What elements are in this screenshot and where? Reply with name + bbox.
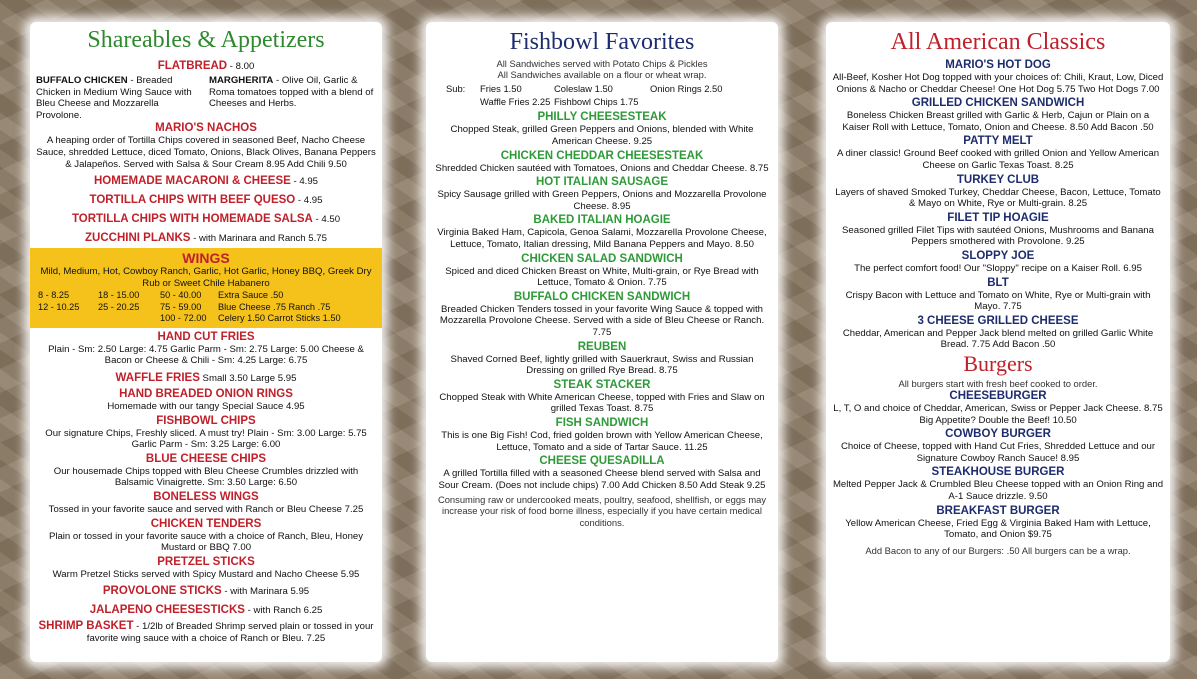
burgers-title: Burgers [963, 350, 1033, 376]
item-name: HOMEMADE MACARONI & CHEESE [94, 175, 291, 188]
item-desc: Chopped Steak, grilled Green Peppers and Onions, blended with White American Cheese. 9.25 [450, 124, 754, 147]
item-desc: Virginia Baked Ham, Capicola, Genoa Salami, Mozzarella Provolone Cheese, Lettuce, Tomato, Italian dressing, Mild Banana Peppers and Mayo. 8.50 [437, 227, 767, 250]
item-desc: - Breaded Chicken in Medium Wing Sauce with Bleu Cheese and Mozzarella Provolone. [36, 75, 192, 121]
menu-item [832, 211, 1164, 248]
sub-option: Onion Rings 2.50 [650, 83, 723, 95]
item-desc: Mild, Medium, Hot, Cowboy Ranch, Garlic, Hot Garlic, Honey BBQ, Greek Dry Rub or Sweet Chile Habanero [40, 266, 372, 289]
classics-list [832, 58, 1164, 351]
menu-item [432, 454, 772, 491]
item-name: CHICKEN SALAD SANDWICH [521, 252, 683, 265]
item-name: FLATBREAD [157, 60, 228, 72]
sub-label: Sub: [446, 83, 466, 95]
menu-item-salsa [36, 209, 376, 227]
item-name: MARIO'S HOT DOG [945, 59, 1051, 71]
menu-item [832, 134, 1164, 171]
item-desc: Seasoned grilled Filet Tips with sautéed Onions, Mushrooms and Banana Peppers smothered with Provolone. 9.25 [842, 224, 1154, 248]
menu-item-fries [36, 330, 376, 367]
wing-price: 100 - 72.00 [160, 313, 207, 324]
menu-item [432, 416, 772, 453]
menu-item [832, 276, 1164, 313]
burgers-footer: Add Bacon to any of our Burgers: .50 All burgers can be a wrap. [865, 544, 1131, 556]
item-desc: Our signature Chips, Freshly sliced. A must try! Plain - Sm: 3.00 Large: 5.75 Garlic Parm - Sm: 3.25 Large: 6.00 [45, 427, 367, 451]
item-desc: A grilled Tortilla filled with a seasoned Cheese blend served with Salsa and Sour Cream. (Does not include chips) 7.00 Add Chicken 8.50 Add Steak 9.25 [438, 468, 766, 491]
wings-price-grid [38, 290, 374, 325]
item-desc: Plain or tossed in your favorite sauce with a choice of Ranch, Bleu, Honey Mustard or BBQ 7.00 [48, 530, 364, 554]
item-name: STEAK STACKER [553, 378, 651, 391]
item-name: FISH SANDWICH [555, 416, 649, 429]
burgers-list [832, 389, 1164, 541]
item-desc: Boneless Chicken Breast grilled with Garlic & Herb, Cajun or Plain on a Kaiser Roll with Lettuce, Tomato, Onion and Cheese. 8.50 Add Bacon .50 [842, 110, 1154, 133]
menu-item-flatbread [36, 56, 376, 74]
item-name: TURKEY CLUB [956, 173, 1040, 186]
item-desc: Spiced and diced Chicken Breast on White, Multi-grain, or Rye Bread with Lettuce, Tomato & Onion. 7.75 [445, 265, 759, 289]
appetizers-panel [30, 22, 382, 662]
menu-item-mac [36, 171, 376, 189]
item-name: FILET TIP HOAGIE [947, 211, 1049, 224]
item-desc: Choice of Cheese, topped with Hand Cut Fries, Shredded Lettuce and our Signature Cowboy Ranch Sauce! 8.95 [840, 441, 1156, 464]
wing-extra: Blue Cheese .75 Ranch .75 [218, 301, 331, 312]
item-price: - with Marinara and Ranch 5.75 [190, 233, 327, 245]
item-name: STEAKHOUSE BURGER [931, 466, 1065, 479]
menu-item [432, 340, 772, 377]
item-price: - 4.95 [295, 195, 323, 207]
flatbread-options [36, 75, 376, 121]
item-name: PROVOLONE STICKS [102, 585, 222, 598]
item-name: CHEESE QUESADILLA [539, 455, 665, 468]
menu-item [432, 213, 772, 250]
item-desc: - Olive Oil, Garlic & Roma tomatoes topped with a blend of Cheeses and Herbs. [209, 75, 374, 110]
item-name: 3 CHEESE GRILLED CHEESE [917, 314, 1079, 327]
item-name: BUFFALO CHICKEN [36, 75, 128, 86]
item-name: MARGHERITA [209, 75, 274, 86]
item-name: BREAKFAST BURGER [936, 504, 1060, 517]
item-name: TORTILLA CHIPS WITH BEEF QUESO [89, 194, 296, 207]
menu-item [432, 175, 772, 212]
menu-item [832, 58, 1164, 95]
item-name: BONELESS WINGS [153, 491, 259, 503]
sub-option: Fries 1.50 [480, 83, 522, 95]
menu-item-buffalo-flatbread [36, 75, 203, 121]
classics-panel [826, 22, 1170, 662]
intro-line: All Sandwiches available on a flour or wheat wrap. [497, 69, 707, 81]
menu-item [432, 149, 772, 175]
item-name: PRETZEL STICKS [157, 555, 255, 568]
wing-price: 50 - 40.00 [160, 290, 202, 301]
wing-extra: Extra Sauce .50 [218, 290, 284, 301]
food-safety-warning: Consuming raw or undercooked meats, poultry, seafood, shellfish, or eggs may increase your risk of food borne illness, especially if you have certain medical conditions. [437, 494, 767, 528]
item-desc: Chopped Steak with White American Cheese, topped with Fries and Slaw on grilled Texas Toast. 8.75 [439, 391, 765, 415]
menu-item [432, 290, 772, 339]
menu-item [832, 427, 1164, 464]
item-name: JALAPENO CHEESESTICKS [89, 604, 245, 617]
menu-item [832, 389, 1164, 426]
menu-item [832, 96, 1164, 133]
item-name: COWBOY BURGER [945, 428, 1051, 441]
item-desc: Our housemade Chips topped with Bleu Cheese Crumbles drizzled with Balsamic Vinaigrette. Sm: 3.50 Large: 6.50 [53, 465, 359, 489]
item-desc: Spicy Sausage grilled with Green Peppers, Onions and Mozzarella Provolone Cheese. 8.95 [437, 189, 767, 212]
menu-item-nachos [36, 121, 376, 170]
item-price: - 4.50 [312, 214, 341, 226]
menu-item-zucchini [36, 228, 376, 246]
item-name: SLOPPY JOE [961, 249, 1035, 262]
item-desc: Shredded Chicken sautéed with Tomatoes, Onions and Cheddar Cheese. 8.75 [435, 162, 769, 174]
menu-item-jalapeno-cheesesticks [36, 600, 376, 618]
sub-option: Waffle Fries 2.25 [480, 96, 551, 108]
menu-item [432, 378, 772, 415]
item-price: - with Marinara 5.95 [221, 586, 310, 598]
intro-line: All Sandwiches served with Potato Chips & Pickles [496, 58, 708, 69]
item-desc: Plain - Sm: 2.50 Large: 4.75 Garlic Parm - Sm: 2.75 Large: 5.00 Cheese & Bacon or Cheese & Chili - Sm: 4.25 Large: 6.75 [48, 343, 364, 367]
menu-item-provolone-sticks [36, 581, 376, 599]
item-desc: Crispy Bacon with Lettuce and Tomato on White, Rye or Multi-grain with Mayo. 7.75 [845, 289, 1151, 313]
sub-spacer [446, 95, 480, 108]
sandwiches-panel [426, 22, 778, 662]
wings-section [30, 248, 382, 328]
menu-item-pretzel-sticks [36, 555, 376, 581]
item-name: FISHBOWL CHIPS [156, 414, 256, 427]
item-name: BLT [987, 276, 1009, 289]
menu-item-margherita [209, 75, 376, 121]
item-name: BLUE CHEESE CHIPS [145, 452, 267, 465]
menu-item-queso [36, 190, 376, 208]
menu-item-shrimp-basket [36, 619, 376, 645]
item-desc: The perfect comfort food! Our "Sloppy" recipe on a Kaiser Roll. 6.95 [854, 262, 1142, 274]
item-desc: Shaved Corned Beef, lightly grilled with Sauerkraut, Swiss and Russian Dressing on grilled Rye Bread. 8.75 [450, 353, 754, 377]
menu-item [432, 252, 772, 289]
wing-price: 18 - 15.00 [98, 290, 140, 301]
item-desc: Melted Pepper Jack & Crumbled Bleu Cheese topped with an Onion Ring and A-1 Sauce drizzle. 9.50 [832, 479, 1164, 503]
item-desc: Homemade with our tangy Special Sauce 4.95 [107, 401, 305, 413]
item-name: PATTY MELT [963, 135, 1033, 148]
item-name: SHRIMP BASKET [38, 620, 134, 633]
sub-spacer [650, 95, 768, 108]
panel-title: Fishbowl Favorites [509, 29, 695, 55]
item-name: HAND BREADED ONION RINGS [119, 388, 293, 401]
item-name: BAKED ITALIAN HOAGIE [533, 214, 671, 227]
panel-title: Shareables & Appetizers [87, 27, 325, 53]
menu-item-fishbowl-chips [36, 414, 376, 451]
item-name: HOT ITALIAN SAUSAGE [535, 176, 669, 189]
item-desc: All-Beef, Kosher Hot Dog topped with your choices of: Chili, Kraut, Low, Diced Onions & Nacho or Cheddar Cheese! One Hot Dog 5.75 Two Hot Dogs 7.00 [832, 72, 1164, 95]
menu-item [832, 504, 1164, 541]
menu-item [832, 314, 1164, 351]
item-name: WINGS [182, 250, 230, 267]
wing-price: 25 - 20.25 [98, 301, 140, 312]
item-desc: This is one Big Fish! Cod, fried golden brown with Yellow American Cheese, Lettuce, Tomato and a side of Tartar Sauce. 11.25 [441, 429, 763, 453]
panel-title: All American Classics [890, 29, 1106, 55]
item-name: PHILLY CHEESESTEAK [537, 111, 667, 124]
menu-item [432, 110, 772, 147]
menu-item-onion-rings [36, 387, 376, 413]
item-price: Small 3.50 Large 5.95 [199, 373, 297, 385]
item-name: HAND CUT FRIES [157, 330, 255, 343]
item-desc: Layers of shaved Smoked Turkey, Cheddar Cheese, Bacon, Lettuce, Tomato & Mayo on White, Rye or Multi-grain. 8.25 [835, 186, 1161, 210]
item-name: BUFFALO CHICKEN SANDWICH [513, 290, 691, 303]
burgers-intro: All burgers start with fresh beef cooked to order. [898, 377, 1098, 389]
item-name: TORTILLA CHIPS WITH HOMEMADE SALSA [71, 213, 313, 226]
item-name: ZUCCHINI PLANKS [85, 232, 191, 245]
item-name: REUBEN [577, 340, 627, 353]
item-name: CHEESEBURGER [949, 390, 1047, 403]
menu-item-chicken-tenders [36, 517, 376, 554]
menu-item [832, 173, 1164, 210]
item-name: CHICKEN TENDERS [150, 517, 262, 530]
item-price: - 4.95 [290, 176, 318, 188]
menu-item-boneless-wings [36, 490, 376, 516]
sandwich-list [432, 110, 772, 491]
item-name: MARIO'S NACHOS [155, 122, 257, 135]
item-price: - with Ranch 6.25 [244, 605, 323, 617]
sub-option: Coleslaw 1.50 [554, 83, 613, 95]
menu-item [832, 249, 1164, 275]
item-name: CHICKEN CHEDDAR CHEESESTEAK [500, 149, 704, 162]
wing-price: 12 - 10.25 [38, 301, 80, 312]
item-name: GRILLED CHICKEN SANDWICH [911, 97, 1085, 110]
wing-price: 8 - 8.25 [38, 290, 70, 301]
item-desc: Warm Pretzel Sticks served with Spicy Mustard and Nacho Cheese 5.95 [52, 568, 360, 580]
item-desc: A diner classic! Ground Beef cooked with grilled Onion and Yellow American Cheese on Garlic Texas Toast. 8.25 [836, 148, 1160, 171]
wing-extra: Celery 1.50 Carrot Sticks 1.50 [218, 313, 341, 324]
item-desc: Yellow American Cheese, Fried Egg & Virginia Baked Ham with Lettuce, Tomato, and Onion $9.75 [845, 517, 1151, 541]
menu-item-waffle [36, 368, 376, 386]
item-desc: Cheddar, American and Pepper Jack blend melted on grilled Garlic White Bread. 7.75 Add Bacon .50 [842, 327, 1154, 351]
item-price: - 8.00 [227, 61, 255, 72]
menu-item [832, 465, 1164, 502]
item-desc: A heaping order of Tortilla Chips covered in seasoned Beef, Nacho Cheese Sauce, shredded Lettuce, diced Tomato, Onions, Black Olives, Banana Peppers & Jalapeños. Served with Salsa & Sour Cream 8.95 Add Chili 9.50 [36, 135, 376, 170]
item-desc: Tossed in your favorite sauce and served with Ranch or Bleu Cheese 7.25 [48, 504, 364, 515]
sub-option: Fishbowl Chips 1.75 [554, 96, 639, 108]
substitution-grid [446, 82, 768, 108]
item-desc: - 1/2lb of Breaded Shrimp served plain or tossed in your favorite wing sauce with a choice of Ranch or Bleu. 7.25 [86, 621, 374, 645]
item-desc: L, T, O and choice of Cheddar, American, Swiss or Pepper Jack Cheese. 8.75 Big Appetite? Double the Beef! 10.50 [833, 403, 1163, 426]
wing-price: 75 - 59.00 [160, 301, 202, 312]
menu-item-blue-cheese-chips [36, 452, 376, 489]
item-name: WAFFLE FRIES [115, 372, 200, 385]
item-desc: Breaded Chicken Tenders tossed in your favorite Wing Sauce & topped with Mozzarella Provolone Cheese. Served with a side of Bleu Cheese or Ranch. 7.75 [439, 303, 765, 338]
